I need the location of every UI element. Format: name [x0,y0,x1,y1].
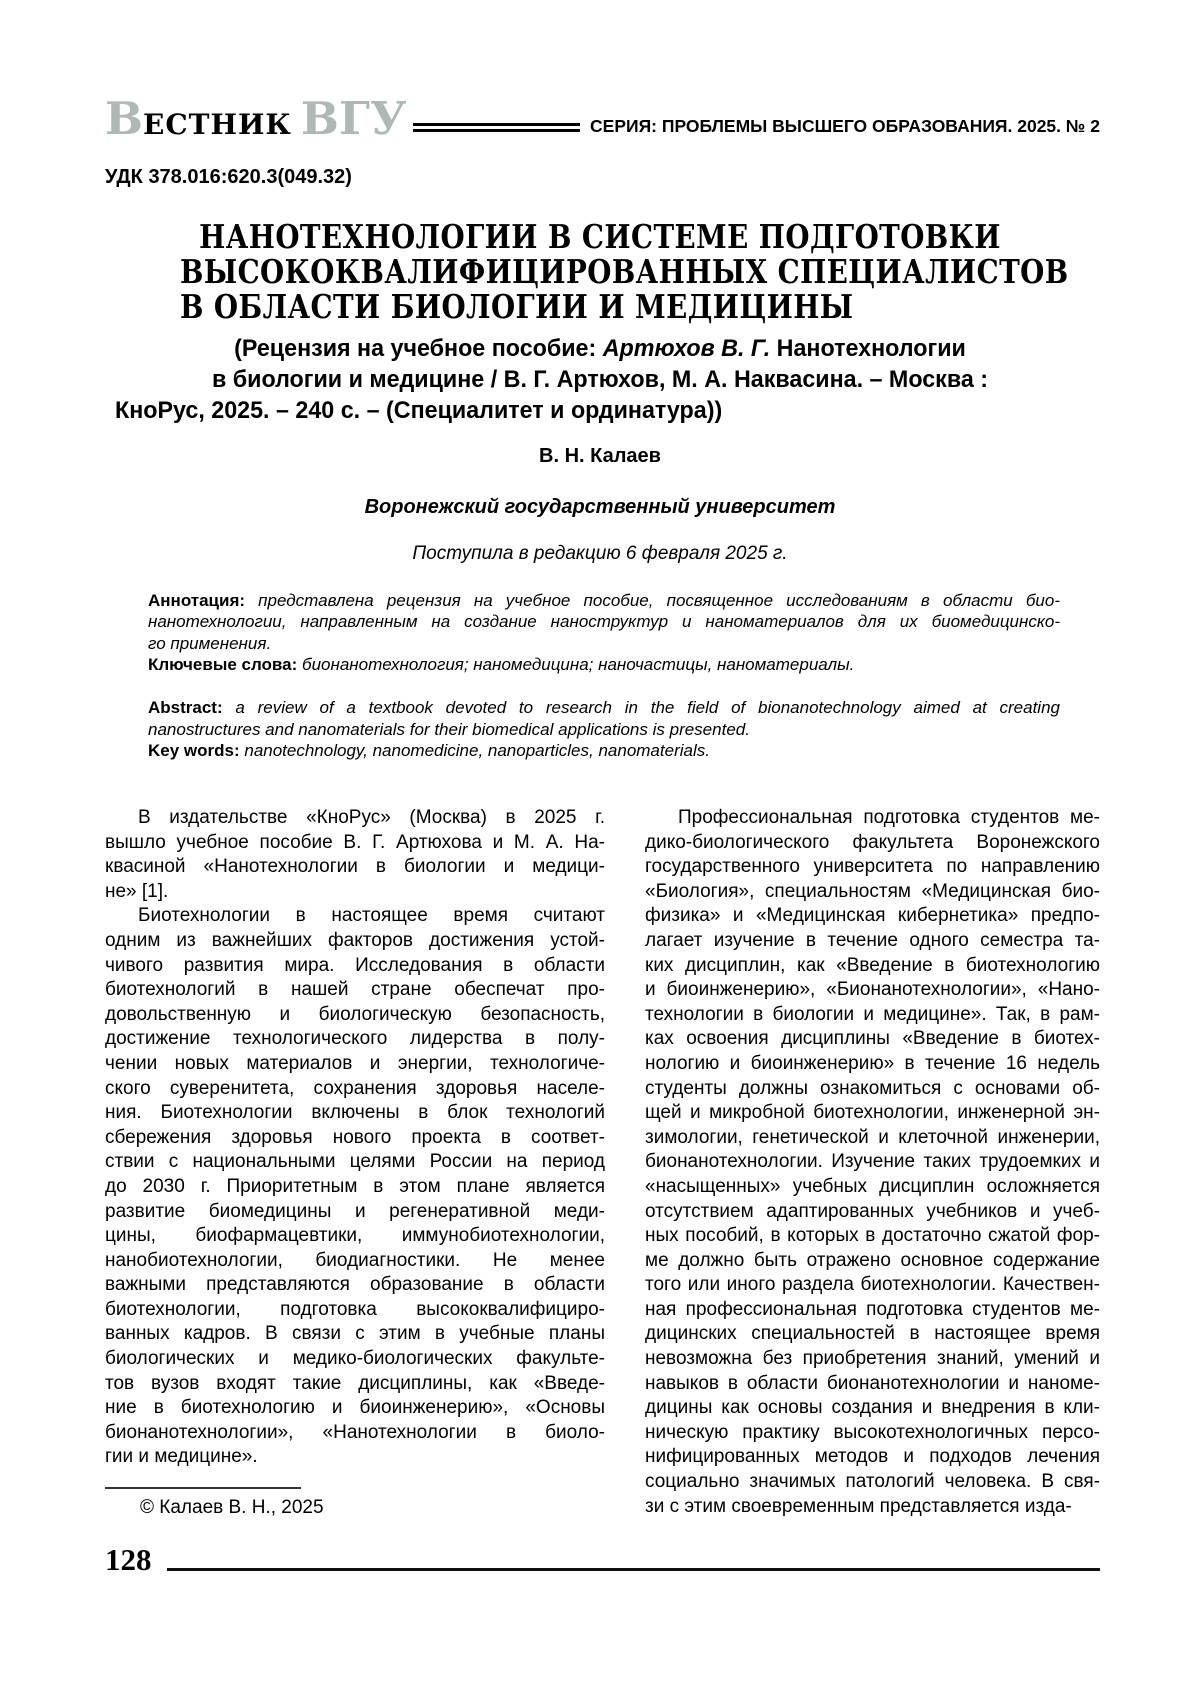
series-label: СЕРИЯ: ПРОБЛЕМЫ ВЫСШЕГО ОБРАЗОВАНИЯ. 2025. № 2 [590,116,1100,136]
author-name: В. Н. Калаев [539,445,661,467]
text-line: дико-биологического факультета Воронежского [645,831,1100,853]
logo-vestnik-label: ЕСТНИК [143,108,292,141]
page-footer [105,1544,1100,1575]
text-line: квасиной «Нанотехнологии в биологии и медици- [105,856,605,878]
text-line: зи с этим своевременным представляется изда- [645,1495,1072,1517]
text-line: сбережения здоровья нового проекта в соответ- [105,1126,605,1148]
text-segment: Key words: [148,741,245,761]
text-line: нанотехнологии, направленным на создание наноструктур и наноматериалов для их биомедицинско- [148,612,1060,632]
header-double-rule [413,123,581,132]
text-segment: представлена рецензия на учебное пособие, посвященное исследованиям в области био- [258,591,1060,610]
text-line: чении новых материалов и энергии, технологиче- [105,1052,605,1074]
text-line: В ОБЛАСТИ БИОЛОГИИ И МЕДИЦИНЫ [180,287,854,326]
text-line: невозможна без приобретения знаний, умений и [645,1348,1100,1370]
text-segment: Аннотация: [148,591,259,610]
text-line: щей и микробной биотехнологии, инженерной эн- [645,1102,1100,1124]
text-line [148,590,1060,611]
text-line: социально значимых патологий человека. В свя- [645,1471,1100,1493]
text-segment: в биологии и медицине / В. Г. Артюхов, М. А. Наквасина. – Москва : [211,366,989,393]
text-line: го применения. [148,633,272,653]
text-line [115,395,1085,426]
text-line: одним из важнейших факторов достижения устой- [105,929,605,951]
body-column-right [645,806,1100,1519]
text-line: ках освоения дисциплины «Введение в биотех- [645,1028,1100,1050]
text-line: ких дисциплин, как «Введение в биотехнологию [645,954,1100,976]
affiliation-name: Воронежский государственный университет [364,496,836,518]
text-line [148,697,1060,719]
text-line: биологических и медико-биологических факульте- [105,1348,605,1370]
text-line: цины, биофармацевтики, иммунобиотехнологии, [105,1225,605,1247]
text-line [115,364,1085,395]
page-number: 128 [105,1542,152,1577]
text-line: ского суверенитета, сохранения здоровья населе- [105,1077,605,1099]
text-line: дицины как основы создания и внедрения в кли- [645,1397,1100,1419]
text-line: дицинских специальностей в настоящее время [645,1323,1100,1345]
text-line: нифицированных методов и подходов лечения [645,1446,1100,1468]
text-line: отсутствием адаптированных учебников и учеб- [645,1200,1100,1222]
text-line: nanostructures and nanomaterials for their biomedical applications is presented. [148,719,750,739]
body-column-left [105,806,605,1521]
text-line: Профессиональная подготовка студентов ме- [678,807,1100,828]
text-line [148,740,1060,762]
text-line: чивого развития мира. Исследования в области [105,954,605,976]
text-line: не» [1]. [105,880,169,902]
text-line: «Биология», специальностям «Медицинская био- [645,880,1100,902]
text-line: вышло учебное пособие В. Г. Артюхова и М. А. На- [105,831,605,853]
text-line: достижение технологического лидерства в полу- [105,1028,605,1050]
text-line: ническую практику высокотехнологичных персо- [645,1421,1100,1443]
text-segment: a review of a textbook devoted to research in the field of bionanotechnology aimed at creating [235,698,1060,717]
text-line: бионанотехнологии. Изучение таких трудоемких и [645,1151,1100,1173]
text-segment: (Рецензия на учебное пособие: [234,335,603,362]
journal-header [105,92,1100,145]
text-line: ние в биотехнологию и биоинженерию», «Основы [105,1397,605,1419]
text-line: технологии в биологии и медицине». Так, в рам- [645,1003,1100,1025]
text-line: В издательстве «КноРус» (Москва) в 2025 г. [138,807,605,828]
text-line: ВЫСОКОКВАЛИФИЦИРОВАННЫХ СПЕЦИАЛИСТОВ [180,252,1069,291]
text-segment: Артюхов В. Г. [602,335,771,362]
text-line: ная профессиональная подготовка студентов ме- [645,1298,1100,1320]
footer-rule [167,1568,1101,1571]
received-date: Поступила в редакцию 6 февраля 2025 г. [412,543,788,564]
text-line: нологию и биоинженерию» в течение 16 недель [645,1052,1100,1074]
text-segment: Ключевые слова: [148,654,302,674]
text-line: того или иного раздела биотехнологии. Качествен- [645,1274,1100,1296]
text-line: развитие биомедицины и регенеративной меди- [105,1200,605,1222]
text-line: Биотехнологии в настоящее время считают [138,905,605,927]
text-line: ванных кадров. В связи с этим в учебные планы [105,1323,605,1345]
text-line: ствии с национальными целями России на период [105,1151,605,1173]
text-line: НАНОТЕХНОЛОГИИ В СИСТЕМЕ ПОДГОТОВКИ [199,217,1001,256]
text-line [148,654,1060,675]
footnote-rule [105,1487,301,1489]
text-line: биотехнологий в нашей стране обеспечат про- [105,979,605,1001]
text-segment: бионанотехнология; наномедицина; наночастицы, наноматериалы. [302,654,855,674]
text-line: ме должно быть отражено основное содержание [645,1249,1100,1271]
text-line: тов вузов входят такие дисциплины, как «Введе- [105,1372,605,1394]
abstract-block [148,697,1060,762]
text-line: зимологии, генетической и клеточной инженерии, [645,1126,1100,1148]
text-segment: Нанотехнологии [770,335,966,362]
text-line [115,333,1085,364]
text-line: физика» и «Медицинская кибернетика» предпо- [645,905,1100,927]
text-segment: Abstract: [148,698,236,717]
annotation-block [148,590,1060,675]
text-line: навыков в области бионанотехнологии и наноме- [645,1372,1100,1394]
text-line: государственного университета по направлению [645,856,1100,878]
text-segment: КноРус, 2025. – 240 с. – (Специалитет и ординатура)) [115,397,723,424]
logo-initial-letter: В [105,92,144,145]
text-line: биотехнологии, подготовка высококвалифициро- [105,1298,605,1320]
body-column-left-text [105,806,605,1470]
text-line: нанобиотехнологии, биодиагностики. Не менее [105,1249,605,1271]
text-line: довольственную и биологическую безопасность, [105,1003,605,1025]
text-line: до 2030 г. Приоритетным в этом плане является [105,1175,605,1197]
text-line: бионанотехнологии», «Нанотехнологии в биоло- [105,1421,605,1443]
text-line: важными представляются образование в области [105,1274,605,1296]
text-line: ния. Биотехнологии включены в блок технологий [105,1102,605,1124]
text-line: лагает изучение в течение одного семестра та- [645,929,1100,951]
text-line: «насыщенных» учебных дисциплин осложняется [645,1175,1100,1197]
journal-logo [105,92,407,145]
text-line: студенты должны ознакомиться с основами об- [645,1077,1100,1099]
article-subtitle [100,333,1100,426]
logo-vgu-label: ВГУ [300,92,407,145]
text-line: и биоинженерию», «Бионанотехнологии», «Нано- [645,979,1100,1001]
text-segment: nanotechnology, nanomedicine, nanoparticles, nanomaterials. [244,741,710,761]
text-line: ных пособий, в которых в достаточно сжатой фор- [645,1225,1100,1247]
copyright-text: © Калаев В. Н., 2025 [140,1497,324,1519]
copyright-footnote [105,1487,605,1521]
udc-code: УДК 378.016:620.3(049.32) [105,166,352,188]
article-title [100,219,1100,324]
text-line: гии и медицине». [105,1446,258,1468]
